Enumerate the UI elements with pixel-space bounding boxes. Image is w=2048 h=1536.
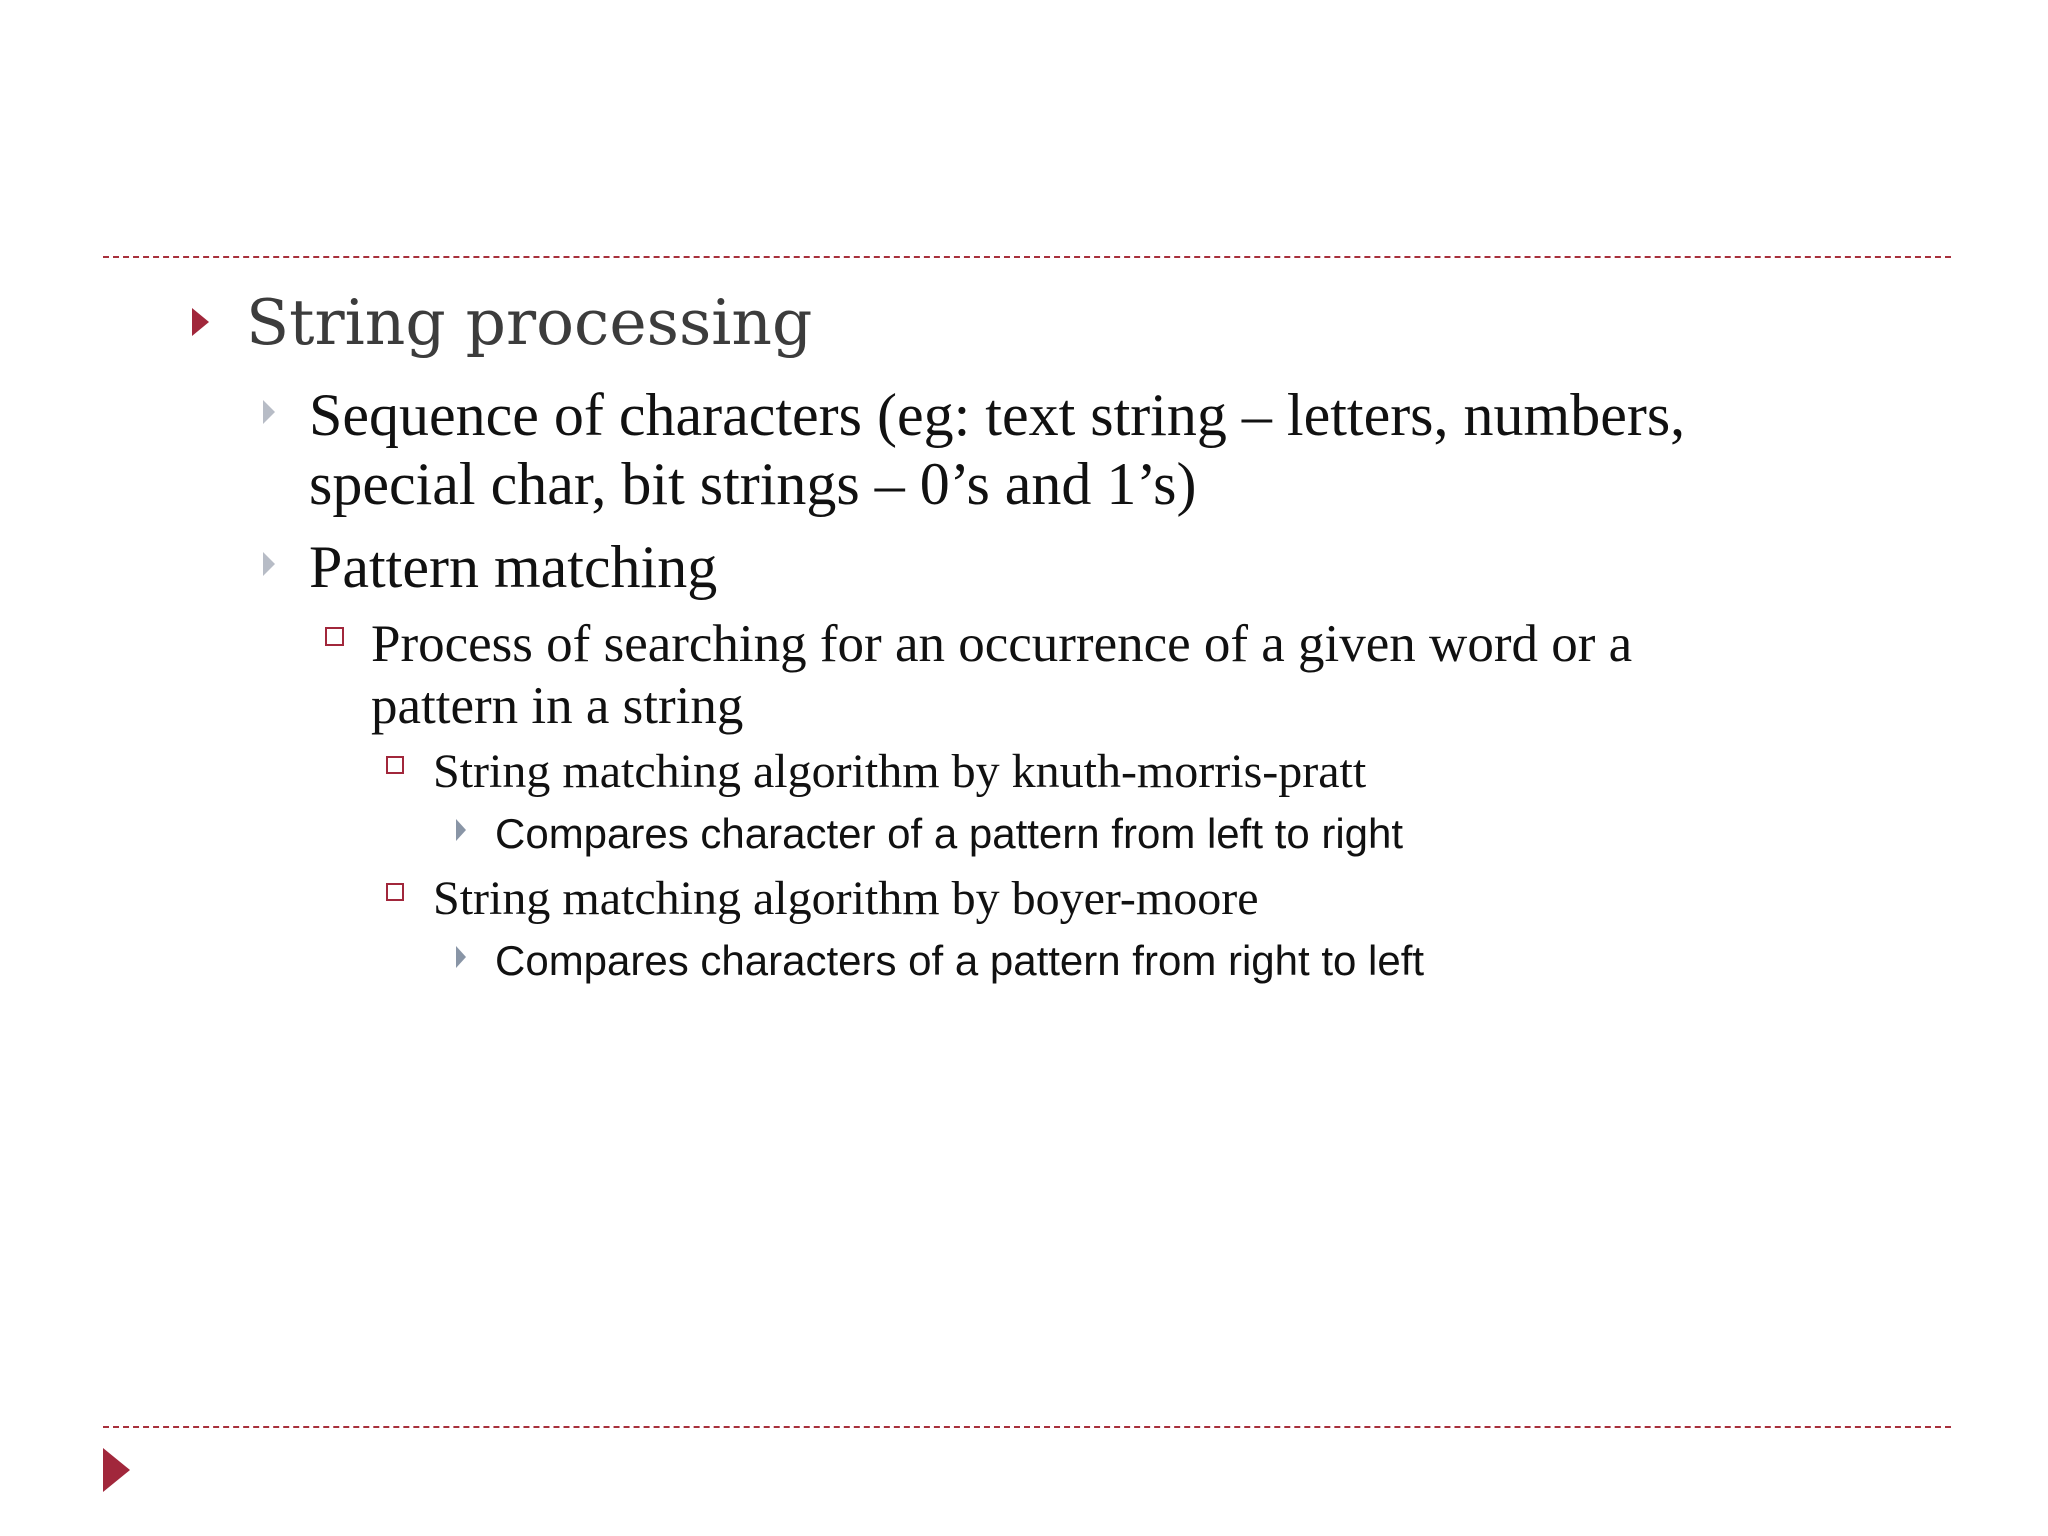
red-triangle-bullet-icon — [192, 308, 209, 336]
top-divider — [103, 256, 1951, 258]
bullet-sequence-line1: Sequence of characters (eg: text string – letters, numbers, — [309, 382, 1686, 448]
bullet-algorithm-boyer-moore: String matching algorithm by boyer-moore — [433, 872, 1259, 925]
gray-triangle-bullet-icon — [263, 552, 275, 576]
bullet-pattern-matching: Pattern matching — [309, 534, 718, 600]
bullet-boyer-moore-detail: Compares characters of a pattern from right to left — [495, 937, 1425, 984]
red-triangle-corner-icon — [103, 1448, 130, 1492]
gray-triangle-bullet-icon — [263, 400, 275, 424]
hollow-square-bullet-icon — [325, 627, 344, 646]
small-triangle-bullet-icon — [456, 819, 466, 841]
bullet-process-line1: Process of searching for an occurrence of a given word or a — [371, 615, 1633, 673]
bullet-kmp-detail: Compares character of a pattern from left to right — [495, 810, 1404, 857]
slide-heading: String processing — [246, 286, 813, 359]
hollow-square-bullet-icon — [386, 883, 404, 901]
bullet-process-line2: pattern in a string — [371, 677, 744, 735]
bullet-algorithm-kmp: String matching algorithm by knuth-morris-pratt — [433, 745, 1367, 798]
hollow-square-bullet-icon — [386, 756, 404, 774]
small-triangle-bullet-icon — [456, 946, 466, 968]
bottom-divider — [103, 1426, 1951, 1428]
bullet-sequence-line2: special char, bit strings – 0’s and 1’s) — [309, 451, 1197, 517]
